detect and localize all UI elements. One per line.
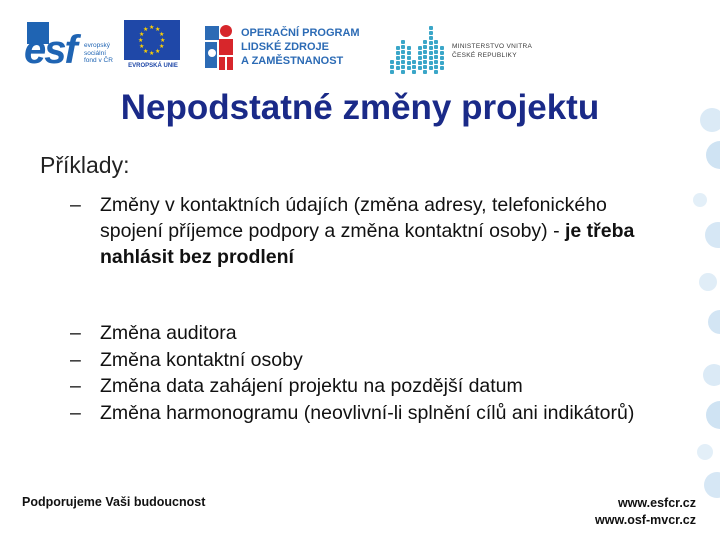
ministry-grid-dot [423,55,427,59]
ministry-grid-dot [396,46,400,50]
bullet-list [70,192,660,426]
ministry-grid-dot [412,60,416,64]
ministry-grid-dot [429,41,433,45]
ministry-grid-dot [418,51,422,55]
bullet-dash: – [70,348,81,371]
list-item-text: Změna data zahájení projektu na pozdější datum [100,375,523,397]
list-item-emphasis: je třeba nahlásit bez prodlení [100,220,635,268]
list-item [70,347,660,374]
ministry-grid-dot [423,65,427,69]
decorative-circles [650,60,720,520]
list-item-text: Změna kontaktní osoby [100,348,303,371]
ministry-grid-dot [407,56,411,60]
ministry-grid-dot [434,45,438,49]
ministry-grid-dot [423,40,427,44]
list-item-text: Změna harmonogramu (neovlivní-li splnění cílů ani indikátorů) [100,401,635,424]
ministry-grid-dot [423,45,427,49]
ministry-grid-dot [401,45,405,49]
eu-label: EVROPSKÁ UNIE [128,63,178,69]
slide-title: Nepodstatné změny projektu [120,88,600,127]
ministry-logo [390,26,560,74]
eu-flag-icon: ★ ★ ★ ★ ★ ★ ★ ★ ★ ★ ★ ★ [124,20,180,60]
ministry-grid-dot [401,60,405,64]
logo-bar [0,0,720,80]
esf-mark-text: esf [24,28,76,72]
ministry-grid-dot [396,51,400,55]
ministry-grid-dot [396,66,400,70]
ministry-grid-dot [434,65,438,69]
ministry-grid-dot [434,70,438,74]
ministry-grid-dot [423,50,427,54]
ministry-grid-dot [396,56,400,60]
ministry-grid-dot [434,40,438,44]
ministry-grid-dot [401,50,405,54]
ministry-grid-dot [418,66,422,70]
op-logo [203,22,373,74]
ministry-grid-dot [390,70,394,74]
ministry-grid-dot [440,51,444,55]
footer-slogan: Podporujeme Vaši budoucnost [22,495,206,509]
ministry-grid-dot [401,65,405,69]
ministry-grid-dot [429,31,433,35]
op-figure-icon [203,22,237,72]
ministry-grid-dot [418,56,422,60]
esf-subtitle: evropský sociální fond v ČR [84,42,113,64]
ministry-grid-dot [401,40,405,44]
ministry-grid-dot [418,46,422,50]
ministry-grid-dot [407,66,411,70]
esf-mark [24,20,80,70]
ministry-grid-dot [407,51,411,55]
ministry-grid-dot [434,55,438,59]
ministry-grid-dot [412,65,416,69]
footer-url-esfcr[interactable]: www.esfcr.cz [617,496,696,510]
ministry-grid-dot [390,65,394,69]
ministry-grid-dot [429,46,433,50]
ministry-grid-dot [401,55,405,59]
ministry-grid-dot [429,36,433,40]
ministry-grid-dot [423,70,427,74]
footer-url-osf[interactable]: www.osf-mvcr.cz [595,513,696,527]
bullet-dash: – [70,401,81,424]
bullet-dash: – [70,194,81,216]
op-logo-text: OPERAČNÍ PROGRAM LIDSKÉ ZDROJE A ZAMĚSTNANOST [241,27,360,67]
bullet-dash: – [70,375,81,397]
ministry-grid-dot [407,61,411,65]
ministry-grid-dot [429,56,433,60]
ministry-grid-dot [412,70,416,74]
list-item [70,373,660,400]
ministry-grid-dot [423,60,427,64]
ministry-grid-dot [434,50,438,54]
ministry-logo-text: MINISTERSTVO VNITRA ČESKÉ REPUBLIKY [452,43,533,59]
footer-links [595,495,696,529]
ministry-grid-dot [407,46,411,50]
ministry-grid-dot [429,51,433,55]
ministry-grid-dot [396,61,400,65]
ministry-grid-icon [390,26,446,72]
list-item-text: Změna auditora [100,322,237,344]
esf-logo [24,20,184,72]
list-item [70,192,660,270]
list-item [70,400,660,427]
ministry-grid-dot [429,61,433,65]
ministry-grid-dot [440,61,444,65]
ministry-grid-dot [429,66,433,70]
list-item [70,320,660,347]
bullet-dash: – [70,322,81,344]
ministry-grid-dot [418,61,422,65]
lead-text: Příklady: [40,152,130,178]
ministry-grid-dot [390,60,394,64]
ministry-grid-dot [440,46,444,50]
ministry-grid-dot [440,66,444,70]
ministry-grid-dot [429,26,433,30]
ministry-grid-dot [440,56,444,60]
list-item-text: Změny v kontaktních údajích (změna adresy, telefonického spojení příjemce podpory a změna kontaktní osoby) - [100,194,607,242]
ministry-grid-dot [434,60,438,64]
ministry-grid-dot [401,70,405,74]
